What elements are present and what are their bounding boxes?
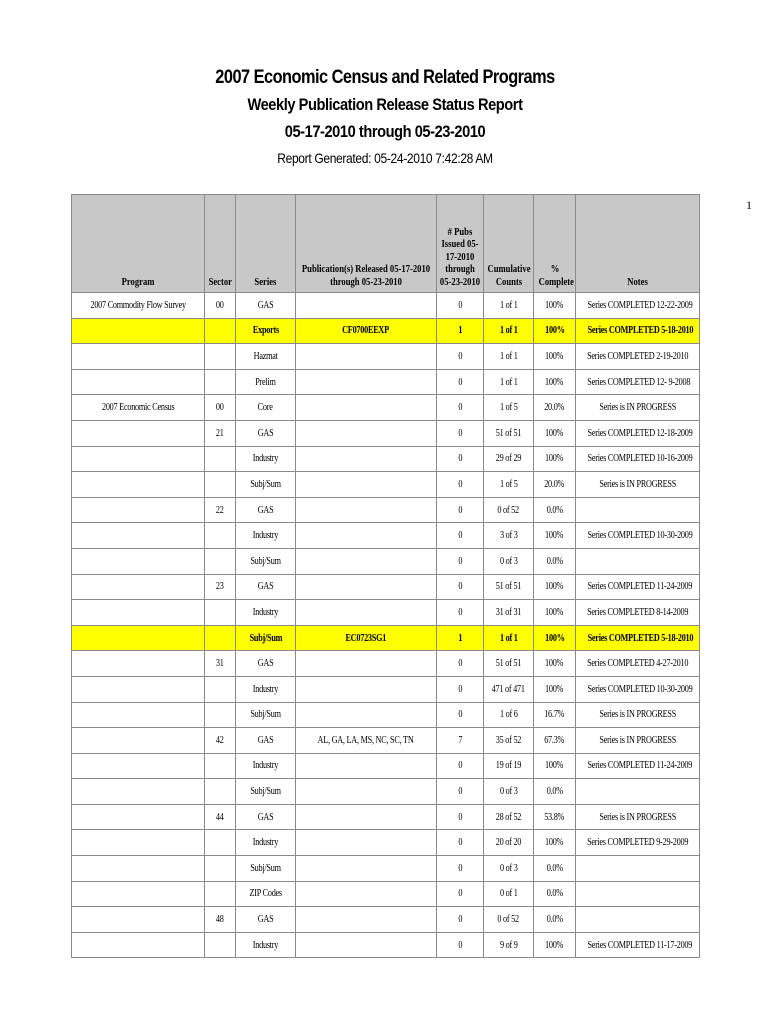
cell-issued: 0 (437, 651, 484, 677)
cell-sector (205, 856, 236, 882)
cell-series: GAS (236, 574, 296, 600)
cell-released (296, 497, 437, 523)
cell-cumulative: 0 of 3 (484, 856, 534, 882)
table-row (72, 753, 700, 779)
cell-sector: 21 (205, 420, 236, 446)
cell-series: GAS (236, 907, 296, 933)
table-row (72, 446, 700, 472)
cell-issued: 0 (437, 932, 484, 958)
cell-issued: 0 (437, 600, 484, 626)
table-row (72, 779, 700, 805)
cell-released (296, 753, 437, 779)
cell-series: Exports (236, 318, 296, 344)
cell-notes: Series is IN PROGRESS (576, 702, 700, 728)
cell-program (72, 446, 205, 472)
cell-series: Subj/Sum (236, 702, 296, 728)
cell-sector: 42 (205, 728, 236, 754)
cell-issued: 0 (437, 344, 484, 370)
cell-notes: Series is IN PROGRESS (576, 804, 700, 830)
cell-cumulative: 20 of 20 (484, 830, 534, 856)
cell-released (296, 574, 437, 600)
table-row (72, 293, 700, 319)
cell-released (296, 907, 437, 933)
cell-program (72, 369, 205, 395)
cell-notes: Series COMPLETED 12- 9-2008 (576, 369, 700, 395)
cell-notes: Series COMPLETED 12-22-2009 (576, 293, 700, 319)
cell-program (72, 574, 205, 600)
cell-released (296, 702, 437, 728)
cell-issued: 0 (437, 446, 484, 472)
cell-sector (205, 881, 236, 907)
cell-series: GAS (236, 293, 296, 319)
cell-sector (205, 830, 236, 856)
cell-released (296, 395, 437, 421)
table-row (72, 856, 700, 882)
cell-cumulative: 1 of 1 (484, 369, 534, 395)
cell-program (72, 497, 205, 523)
cell-issued: 0 (437, 548, 484, 574)
cell-issued: 0 (437, 830, 484, 856)
cell-program (72, 676, 205, 702)
cell-percent: 100% (534, 369, 576, 395)
col-header-cumulative: Cumulative Counts (484, 195, 534, 293)
cell-sector: 48 (205, 907, 236, 933)
cell-cumulative: 1 of 5 (484, 472, 534, 498)
table-row (72, 574, 700, 600)
cell-program (72, 472, 205, 498)
cell-notes: Series COMPLETED 11-24-2009 (576, 753, 700, 779)
cell-sector (205, 779, 236, 805)
cell-series: Industry (236, 600, 296, 626)
col-header-percent: % Complete (534, 195, 576, 293)
cell-issued: 0 (437, 293, 484, 319)
cell-percent: 100% (534, 574, 576, 600)
cell-cumulative: 3 of 3 (484, 523, 534, 549)
table-row (72, 728, 700, 754)
cell-series: GAS (236, 651, 296, 677)
cell-percent: 100% (534, 420, 576, 446)
cell-sector: 00 (205, 395, 236, 421)
cell-released: CF0700EEXP (296, 318, 437, 344)
cell-released (296, 420, 437, 446)
cell-percent: 0.0% (534, 907, 576, 933)
cell-percent: 67.3% (534, 728, 576, 754)
cell-released: AL, GA, LA, MS, NC, SC, TN (296, 728, 437, 754)
cell-cumulative: 1 of 1 (484, 318, 534, 344)
cell-cumulative: 19 of 19 (484, 753, 534, 779)
cell-notes: Series COMPLETED 5-18-2010 (576, 318, 700, 344)
cell-program (72, 830, 205, 856)
report-header (0, 64, 770, 169)
table-row (72, 804, 700, 830)
cell-series: Prelim (236, 369, 296, 395)
cell-series: Industry (236, 446, 296, 472)
cell-program (72, 420, 205, 446)
cell-sector (205, 625, 236, 651)
cell-cumulative: 0 of 52 (484, 497, 534, 523)
cell-released (296, 779, 437, 805)
cell-percent: 20.0% (534, 472, 576, 498)
cell-percent: 100% (534, 600, 576, 626)
cell-series: Hazmat (236, 344, 296, 370)
cell-cumulative: 0 of 52 (484, 907, 534, 933)
cell-released (296, 293, 437, 319)
cell-sector (205, 344, 236, 370)
cell-issued: 1 (437, 318, 484, 344)
cell-released (296, 446, 437, 472)
cell-released (296, 830, 437, 856)
cell-program: 2007 Economic Census (72, 395, 205, 421)
cell-series: Subj/Sum (236, 779, 296, 805)
cell-percent: 0.0% (534, 497, 576, 523)
cell-issued: 0 (437, 804, 484, 830)
cell-notes: Series COMPLETED 10-16-2009 (576, 446, 700, 472)
cell-released (296, 472, 437, 498)
cell-cumulative: 9 of 9 (484, 932, 534, 958)
cell-series: GAS (236, 420, 296, 446)
cell-program (72, 651, 205, 677)
cell-series: Industry (236, 523, 296, 549)
cell-series: GAS (236, 497, 296, 523)
cell-cumulative: 1 of 1 (484, 344, 534, 370)
col-header-sector: Sector (205, 195, 236, 293)
cell-issued: 1 (437, 625, 484, 651)
cell-series: Industry (236, 830, 296, 856)
cell-issued: 0 (437, 574, 484, 600)
cell-notes: Series COMPLETED 2-19-2010 (576, 344, 700, 370)
col-header-program: Program (72, 195, 205, 293)
cell-cumulative: 29 of 29 (484, 446, 534, 472)
cell-released (296, 548, 437, 574)
table-row (72, 651, 700, 677)
cell-program (72, 728, 205, 754)
cell-released: EC0723SG1 (296, 625, 437, 651)
cell-issued: 7 (437, 728, 484, 754)
table-row (72, 420, 700, 446)
table-header-row (72, 195, 700, 293)
cell-released (296, 344, 437, 370)
cell-sector (205, 932, 236, 958)
cell-notes: Series COMPLETED 12-18-2009 (576, 420, 700, 446)
table-row (72, 676, 700, 702)
cell-notes: Series is IN PROGRESS (576, 728, 700, 754)
cell-sector (205, 702, 236, 728)
cell-series: Core (236, 395, 296, 421)
cell-series: GAS (236, 728, 296, 754)
cell-percent: 100% (534, 523, 576, 549)
cell-program (72, 600, 205, 626)
col-header-released: Publication(s) Released 05-17-2010 through 05-23-2010 (296, 195, 437, 293)
cell-issued: 0 (437, 702, 484, 728)
cell-released (296, 856, 437, 882)
cell-cumulative: 1 of 1 (484, 625, 534, 651)
status-table (71, 194, 700, 958)
table-row (72, 497, 700, 523)
cell-sector (205, 548, 236, 574)
page-number: 1 (746, 198, 752, 212)
cell-cumulative: 1 of 5 (484, 395, 534, 421)
table-row (72, 881, 700, 907)
cell-cumulative: 0 of 3 (484, 548, 534, 574)
cell-series: Industry (236, 753, 296, 779)
cell-cumulative: 51 of 51 (484, 420, 534, 446)
cell-series: ZIP Codes (236, 881, 296, 907)
cell-notes: Series COMPLETED 9-29-2009 (576, 830, 700, 856)
cell-cumulative: 31 of 31 (484, 600, 534, 626)
cell-sector (205, 523, 236, 549)
cell-notes: Series COMPLETED 5-18-2010 (576, 625, 700, 651)
cell-released (296, 881, 437, 907)
cell-series: Subj/Sum (236, 856, 296, 882)
cell-cumulative: 28 of 52 (484, 804, 534, 830)
cell-cumulative: 471 of 471 (484, 676, 534, 702)
cell-sector (205, 600, 236, 626)
cell-program (72, 625, 205, 651)
cell-series: Industry (236, 676, 296, 702)
cell-percent: 20.0% (534, 395, 576, 421)
cell-notes: Series COMPLETED 11-24-2009 (576, 574, 700, 600)
cell-notes: Series COMPLETED 11-17-2009 (576, 932, 700, 958)
table-row (72, 830, 700, 856)
table-row (72, 548, 700, 574)
cell-series: Subj/Sum (236, 625, 296, 651)
cell-issued: 0 (437, 472, 484, 498)
cell-program (72, 932, 205, 958)
cell-program (72, 779, 205, 805)
cell-percent: 0.0% (534, 856, 576, 882)
cell-sector (205, 753, 236, 779)
report-date-range: 05-17-2010 through 05-23-2010 (284, 122, 486, 141)
cell-notes: Series COMPLETED 10-30-2009 (576, 523, 700, 549)
table-row (72, 472, 700, 498)
col-header-pubs-issued: # Pubs Issued 05-17-2010 through 05-23-2010 (437, 195, 484, 293)
cell-notes (576, 548, 700, 574)
cell-released (296, 932, 437, 958)
cell-percent: 100% (534, 676, 576, 702)
cell-released (296, 600, 437, 626)
cell-notes (576, 856, 700, 882)
cell-program (72, 907, 205, 933)
cell-program (72, 702, 205, 728)
report-subtitle: Weekly Publication Release Status Report (247, 95, 523, 114)
cell-program: 2007 Commodity Flow Survey (72, 293, 205, 319)
report-title: 2007 Economic Census and Related Programs (215, 67, 555, 88)
cell-percent: 100% (534, 293, 576, 319)
cell-percent: 100% (534, 446, 576, 472)
cell-issued: 0 (437, 907, 484, 933)
cell-cumulative: 0 of 3 (484, 779, 534, 805)
table-row (72, 932, 700, 958)
cell-issued: 0 (437, 420, 484, 446)
cell-released (296, 369, 437, 395)
cell-notes: Series is IN PROGRESS (576, 472, 700, 498)
cell-program (72, 344, 205, 370)
cell-sector (205, 676, 236, 702)
cell-sector (205, 369, 236, 395)
cell-issued: 0 (437, 856, 484, 882)
table-row (72, 318, 700, 344)
cell-sector (205, 446, 236, 472)
cell-notes (576, 881, 700, 907)
table-row (72, 395, 700, 421)
cell-program (72, 804, 205, 830)
cell-series: GAS (236, 804, 296, 830)
cell-issued: 0 (437, 395, 484, 421)
report-generated: Report Generated: 05-24-2010 7:42:28 AM (277, 150, 493, 166)
cell-percent: 0.0% (534, 548, 576, 574)
cell-issued: 0 (437, 881, 484, 907)
cell-percent: 100% (534, 932, 576, 958)
cell-issued: 0 (437, 497, 484, 523)
cell-program (72, 548, 205, 574)
table-row (72, 702, 700, 728)
cell-cumulative: 51 of 51 (484, 574, 534, 600)
cell-percent: 100% (534, 753, 576, 779)
cell-issued: 0 (437, 676, 484, 702)
cell-issued: 0 (437, 369, 484, 395)
cell-issued: 0 (437, 523, 484, 549)
cell-series: Subj/Sum (236, 548, 296, 574)
cell-percent: 100% (534, 344, 576, 370)
cell-notes (576, 497, 700, 523)
cell-cumulative: 1 of 1 (484, 293, 534, 319)
cell-cumulative: 0 of 1 (484, 881, 534, 907)
cell-percent: 100% (534, 830, 576, 856)
cell-sector: 23 (205, 574, 236, 600)
cell-released (296, 804, 437, 830)
col-header-series: Series (236, 195, 296, 293)
table-row (72, 907, 700, 933)
cell-series: Subj/Sum (236, 472, 296, 498)
table-row (72, 625, 700, 651)
cell-program (72, 753, 205, 779)
table-row (72, 600, 700, 626)
cell-notes: Series is IN PROGRESS (576, 395, 700, 421)
cell-cumulative: 51 of 51 (484, 651, 534, 677)
cell-sector (205, 472, 236, 498)
cell-program (72, 856, 205, 882)
table-row (72, 344, 700, 370)
cell-sector: 31 (205, 651, 236, 677)
cell-issued: 0 (437, 779, 484, 805)
col-header-notes: Notes (576, 195, 700, 293)
cell-notes (576, 779, 700, 805)
cell-sector (205, 318, 236, 344)
cell-program (72, 318, 205, 344)
cell-sector: 22 (205, 497, 236, 523)
cell-program (72, 881, 205, 907)
cell-notes (576, 907, 700, 933)
cell-issued: 0 (437, 753, 484, 779)
cell-percent: 0.0% (534, 881, 576, 907)
table-row (72, 369, 700, 395)
table-row (72, 523, 700, 549)
cell-percent: 100% (534, 651, 576, 677)
cell-sector: 44 (205, 804, 236, 830)
cell-percent: 100% (534, 625, 576, 651)
cell-percent: 16.7% (534, 702, 576, 728)
cell-sector: 00 (205, 293, 236, 319)
cell-percent: 0.0% (534, 779, 576, 805)
cell-released (296, 651, 437, 677)
cell-series: Industry (236, 932, 296, 958)
cell-notes: Series COMPLETED 10-30-2009 (576, 676, 700, 702)
cell-released (296, 523, 437, 549)
cell-notes: Series COMPLETED 8-14-2009 (576, 600, 700, 626)
cell-program (72, 523, 205, 549)
cell-cumulative: 1 of 6 (484, 702, 534, 728)
cell-notes: Series COMPLETED 4-27-2010 (576, 651, 700, 677)
cell-percent: 53.8% (534, 804, 576, 830)
cell-cumulative: 35 of 52 (484, 728, 534, 754)
cell-percent: 100% (534, 318, 576, 344)
cell-released (296, 676, 437, 702)
